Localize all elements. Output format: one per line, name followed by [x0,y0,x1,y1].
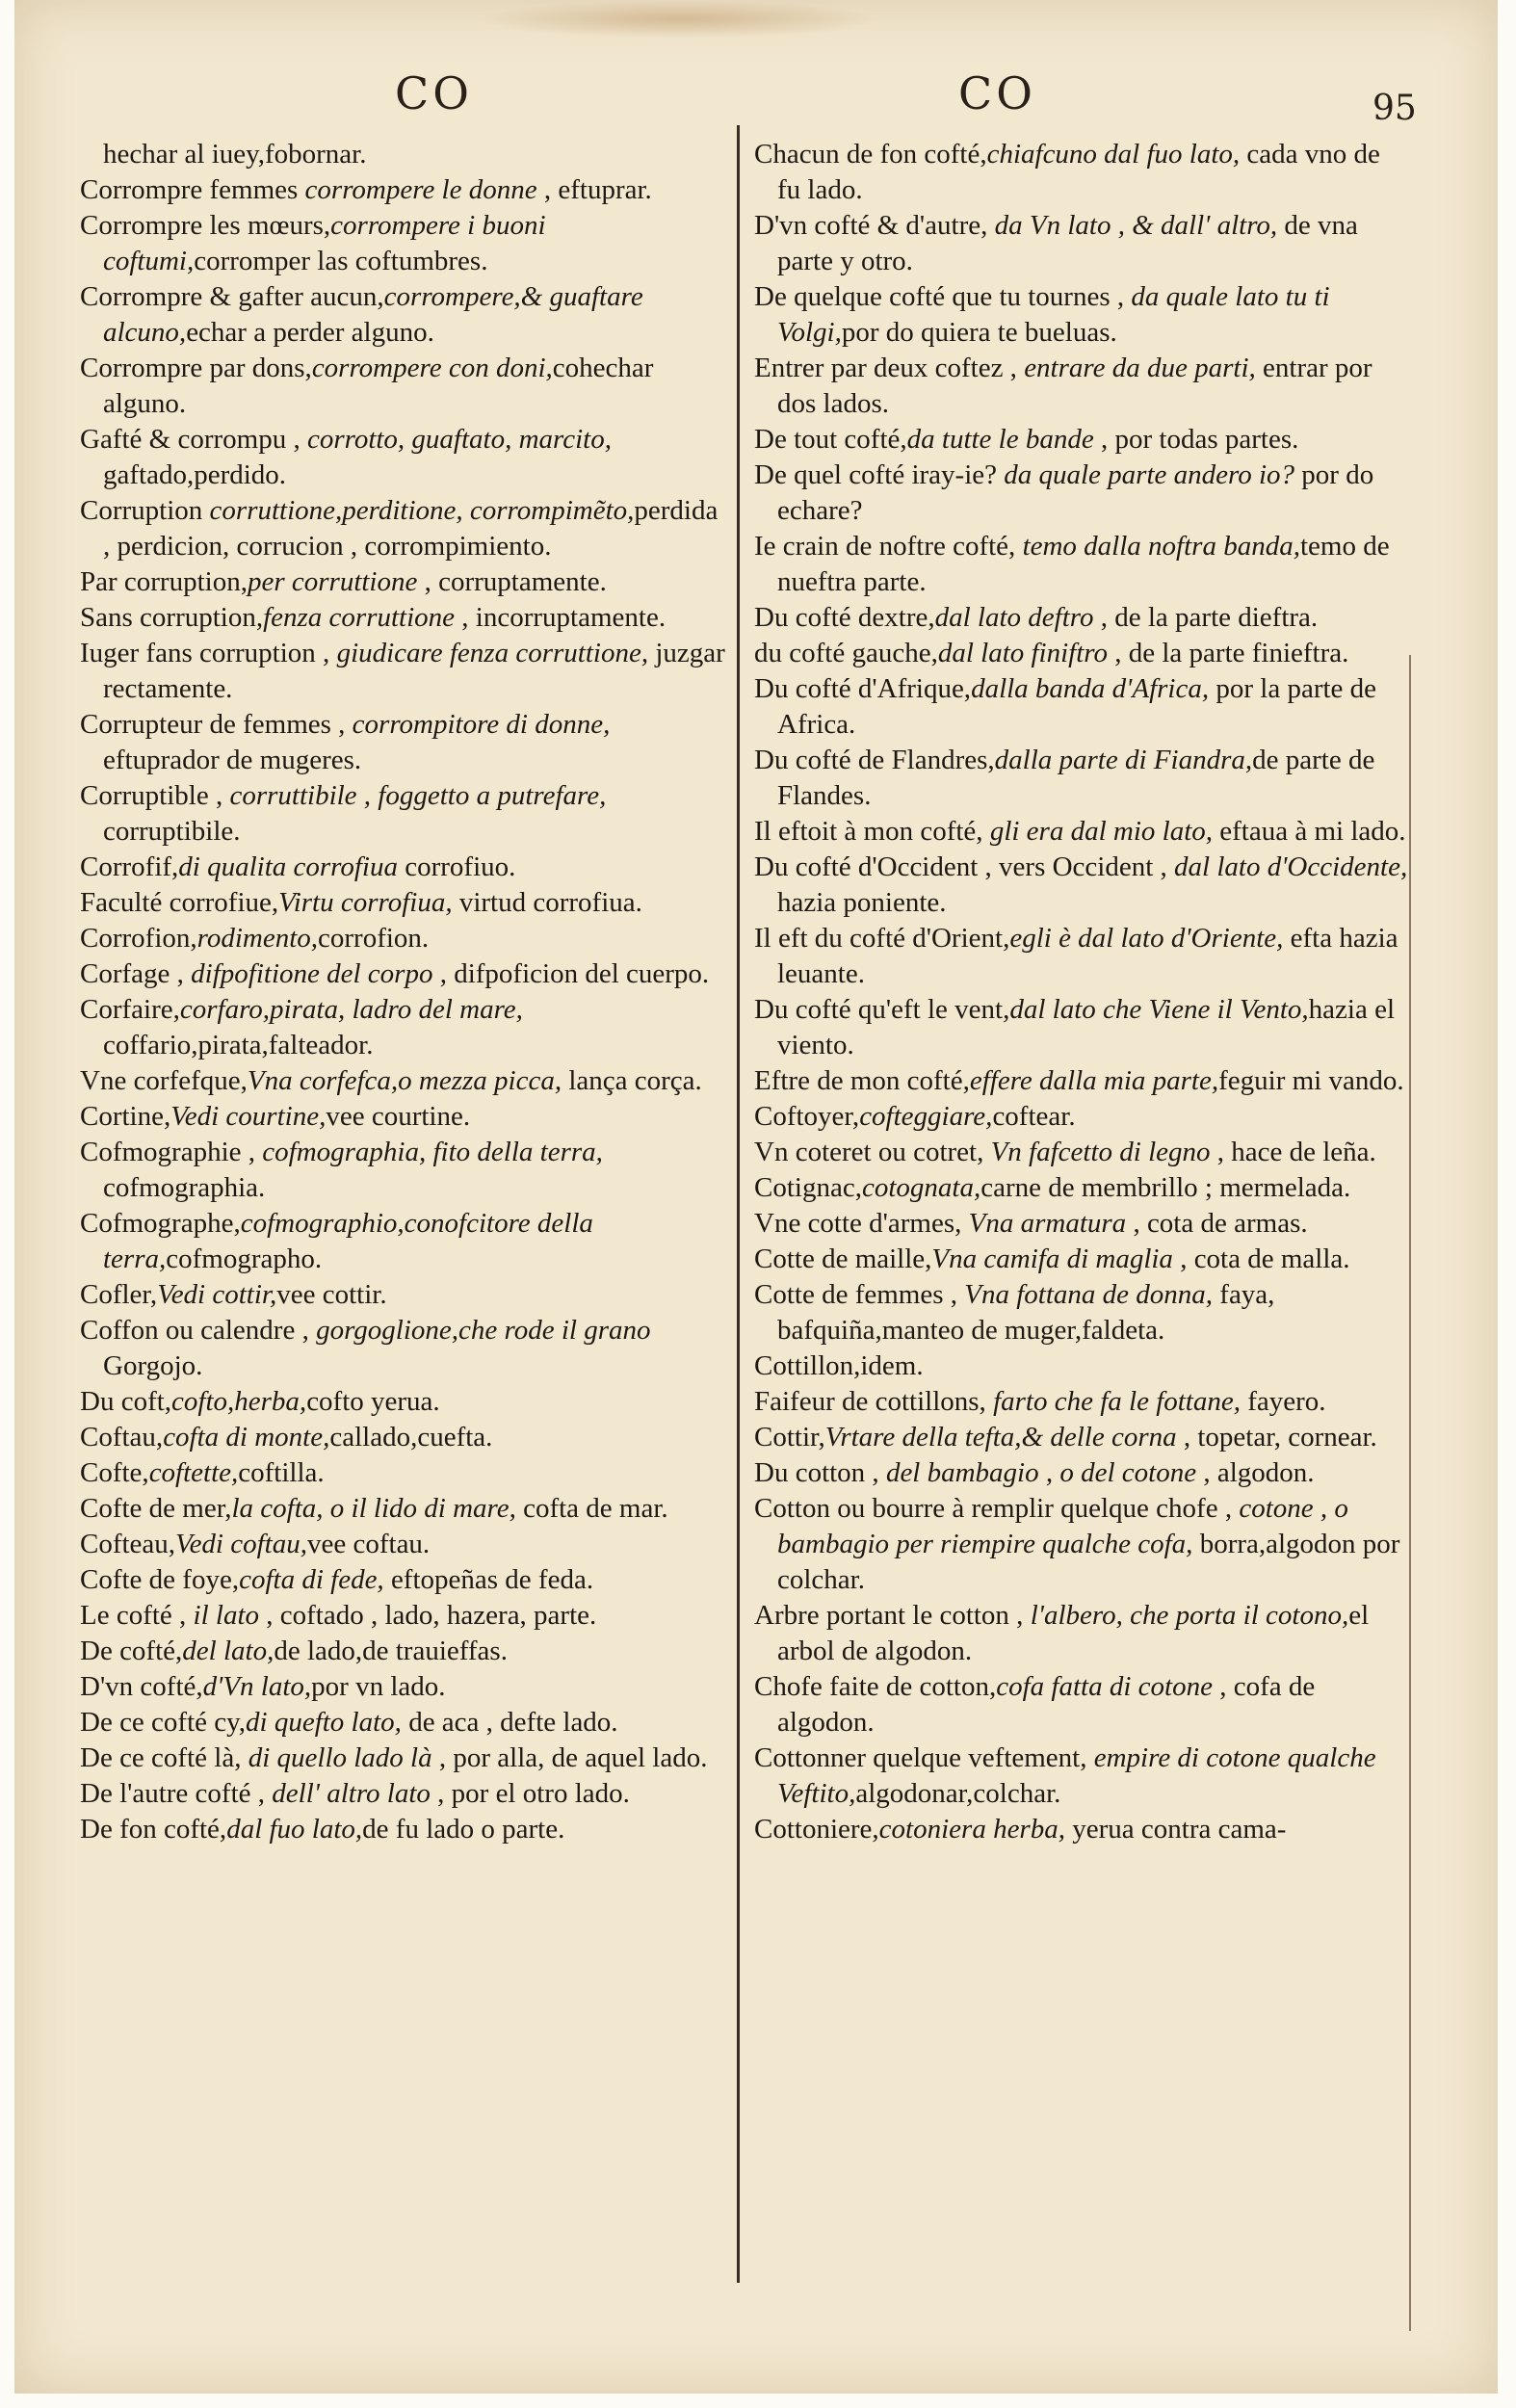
spanish-translation: , difpoficion del cuerpo. [432,958,710,989]
italian-translation: dal lato che Viene il Vento, [1009,994,1309,1025]
french-headword: Eftre de mon cofté, [754,1065,970,1096]
italian-translation: entrare da due parti, [1024,353,1256,383]
spanish-translation: vee cottir. [276,1279,387,1310]
dictionary-entry [80,493,725,564]
french-headword: hechar al iuey,fobornar. [103,139,367,170]
italian-translation: corrompere,& guaftare alcuno, [103,281,643,348]
italian-translation: da tutte le bande [906,424,1094,455]
french-headword: De quelque cofté que tu tournes , [754,281,1132,312]
italian-translation: gli era dal mio lato, [989,816,1214,847]
spanish-translation: , de la parte finieftra. [1108,638,1349,668]
spanish-translation: , corruptamente. [417,566,607,597]
spanish-translation: , por alla, de aquel lado. [431,1742,708,1773]
dictionary-entry [80,1562,725,1598]
french-headword: De ce cofté là, [80,1742,248,1773]
dictionary-entry [754,351,1409,422]
italian-translation: di qualita corrofiua [178,851,398,882]
italian-translation: del lato, [182,1636,274,1666]
french-headword: Ie crain de noftre cofté, [754,531,1023,562]
french-headword: Cortine, [80,1101,171,1132]
dictionary-entry [80,992,725,1063]
spanish-translation: yerua contra cama- [1064,1814,1287,1845]
french-headword: D'vn cofté, [80,1671,203,1702]
dictionary-entry [754,529,1409,600]
dictionary-entry [80,1776,725,1812]
dictionary-entry [80,850,725,885]
dictionary-entry [80,1313,725,1384]
french-headword: Iuger fans corruption , [80,638,337,668]
dictionary-entry [754,814,1409,850]
french-headword: Cottoniere, [754,1814,879,1845]
spanish-translation: corrofiuo. [398,851,516,882]
italian-translation: da quale lato tu ti Volgi, [777,281,1330,348]
french-headword: De l'autre cofté , [80,1778,273,1809]
spanish-translation: por la parte de Africa. [777,673,1377,740]
french-headword: Cofte de mer, [80,1493,232,1524]
dictionary-entry [754,1491,1409,1598]
french-headword: Gafté & corrompu , [80,424,307,455]
french-headword: Corruptible , [80,780,230,811]
french-headword: Cotton ou bourre à remplir quelque chofe , [754,1493,1240,1524]
spanish-translation: faya, bafquiña,manteo de muger,faldeta. [777,1279,1275,1346]
spanish-translation: gaftado,perdido. [103,459,287,490]
italian-translation: cofmographio,conofcitore della terra, [103,1208,593,1274]
spanish-translation: eftopeñas de feda. [383,1564,594,1595]
french-headword: Corrompre les mœurs, [80,210,331,241]
french-headword: Cofteau, [80,1529,176,1559]
spanish-translation: callado,cuefta. [329,1422,493,1453]
dictionary-entry [80,1206,725,1277]
dictionary-entry [80,778,725,850]
french-headword: De tout cofté, [754,424,907,455]
italian-translation: Virtu corrofiua, [278,887,453,918]
dictionary-entry [80,600,725,636]
dictionary-entry [754,279,1409,351]
french-headword: De cofté, [80,1636,183,1666]
spanish-translation: de vna parte y otro. [777,210,1358,276]
dictionary-entry [754,208,1409,279]
dictionary-entry [754,1741,1409,1812]
french-headword: Corfaire, [80,994,180,1025]
spanish-translation: por do quiera te bueluas. [841,317,1117,348]
spanish-translation: algodonar,colchar. [855,1778,1061,1809]
italian-translation: Vna fottana de donna, [964,1279,1214,1310]
spanish-translation: entrar por dos lados. [777,353,1372,419]
spanish-translation: de fu lado o parte. [362,1814,565,1845]
italian-translation: dal lato finiftro [937,638,1108,668]
french-headword: Il eft du cofté d'Orient, [754,923,1010,954]
french-headword: Par corruption, [80,566,248,597]
dictionary-entry [80,1669,725,1705]
italian-translation: di quefto lato, [246,1707,402,1738]
italian-translation: corrompere con doni, [311,353,553,383]
spanish-translation: , por todas partes. [1093,424,1299,455]
french-headword: Cottir, [754,1422,825,1453]
french-headword: Corrompre & gafter aucun, [80,281,384,312]
spanish-translation: vee courtine. [326,1101,471,1132]
french-headword: Cofte, [80,1457,149,1488]
french-headword: Faifeur de cottillons, [754,1386,994,1417]
dictionary-entry [80,636,725,707]
spanish-translation: hazia el viento. [777,994,1396,1060]
italian-translation: cotoniera herba, [878,1814,1065,1845]
dictionary-entry [754,636,1409,671]
french-headword: Chacun de fon cofté, [754,139,987,170]
spanish-translation: el arbol de algodon. [777,1600,1370,1666]
french-headword: Il eftoit à mon cofté, [754,816,990,847]
italian-translation: cofteggiare, [859,1101,993,1132]
french-headword: Entrer par deux coftez , [754,353,1025,383]
italian-translation: fenza corruttione [263,602,456,633]
french-headword: Le cofté , [80,1600,194,1631]
french-headword: Faculté corrofiue, [80,887,279,918]
french-headword: Coftoyer, [754,1101,860,1132]
spanish-translation: cohechar alguno. [103,353,654,419]
italian-translation: corfaro,pirata, ladro del mare, [179,994,523,1025]
italian-translation: cotone , o bambagio per riempire qualche cofa, [777,1493,1348,1559]
left-running-head: CO [395,67,473,119]
spanish-translation: , por el otro lado. [430,1778,630,1809]
french-headword: D'vn cofté & d'autre, [754,210,995,241]
spanish-translation: por vn lado. [311,1671,446,1702]
spanish-translation: , cofa de algodon. [777,1671,1316,1738]
french-headword: du cofté gauche, [754,638,938,668]
french-headword: De fon cofté, [80,1814,227,1845]
french-headword: Vne corfefque, [80,1065,248,1096]
dictionary-entry [754,743,1409,814]
dictionary-entry [80,921,725,956]
spanish-translation: coftilla. [238,1457,325,1488]
italian-translation: cofta di monte, [163,1422,330,1453]
spanish-translation: , topetar, cornear. [1176,1422,1377,1453]
italian-translation: Vrtare della tefta,& delle corna [824,1422,1177,1453]
spanish-translation: juzgar rectamente. [103,638,725,704]
dictionary-entry [80,208,725,279]
spanish-translation: cofmographo. [166,1243,323,1274]
italian-translation: difpofitione del corpo [191,958,433,989]
french-headword: Cottillon,idem. [754,1350,924,1381]
italian-translation: rodimento, [196,923,319,954]
french-headword: Corrompre femmes [80,174,305,205]
spanish-translation: carne de membrillo ; mermelada. [980,1172,1351,1203]
french-headword: Sans corruption, [80,602,264,633]
french-headword: Du cofté de Flandres, [754,745,995,775]
spanish-translation: corromper las coftumbres. [194,246,488,276]
french-headword: Coftau, [80,1422,164,1453]
italian-translation: di quello lado là [248,1742,432,1773]
dictionary-entry [80,956,725,992]
column-divider [737,125,740,2283]
dictionary-entry [754,600,1409,636]
spanish-translation: hazia poniente. [777,887,947,918]
dictionary-entry [80,1598,725,1634]
italian-translation: corrompere le donne [304,174,537,205]
spanish-translation: fayero. [1240,1386,1326,1417]
french-headword: Cofmographie , [80,1137,263,1167]
spanish-translation: corrofion. [318,923,430,954]
spanish-translation: , algodon. [1196,1457,1315,1488]
italian-translation: chiafcuno dal fuo lato, [986,139,1241,170]
spanish-translation: coftear. [992,1101,1076,1132]
dictionary-entry [754,921,1409,992]
dictionary-entry [754,671,1409,743]
spanish-translation: lança corça. [562,1065,702,1096]
dictionary-entry [80,885,725,921]
italian-translation: giudicare fenza corruttione, [336,638,649,668]
italian-translation: Vedi coftau, [175,1529,307,1559]
spanish-translation: de aca , defte lado. [401,1707,618,1738]
dictionary-entry [754,1598,1409,1669]
italian-translation: cofa fatta di cotone [996,1671,1213,1702]
dictionary-entry [754,1669,1409,1741]
italian-translation: il lato [193,1600,260,1631]
french-headword: Corrofif, [80,851,179,882]
french-headword: Vne cotte d'armes, [754,1208,969,1239]
spanish-translation: virtud corrofiua. [452,887,642,918]
italian-translation: del bambagio , o del cotone [885,1457,1197,1488]
french-headword: De quel cofté iray-ie? [754,459,1005,490]
dictionary-entry [80,1063,725,1099]
spanish-translation: de lado,de trauieffas. [274,1636,508,1666]
french-headword: Cofmographe, [80,1208,241,1239]
italian-translation: l'albero, che porta il cotono, [1030,1600,1349,1631]
french-headword: Du cofté d'Occident , vers Occident , [754,851,1175,882]
book-page [14,0,1498,2394]
dictionary-entry [80,1099,725,1135]
spanish-translation: , incorruptamente. [455,602,667,633]
italian-translation: corruttione,perditione, corrompimẽto, [209,495,635,526]
italian-translation: dalla parte di Fiandra, [994,745,1253,775]
french-headword: Cotignac, [754,1172,862,1203]
dictionary-entry [80,1455,725,1491]
italian-translation: effere dalla mia parte, [969,1065,1219,1096]
italian-translation: Vna armatura [968,1208,1127,1239]
dictionary-entry [80,137,725,172]
spanish-translation: cofta de mar. [515,1493,668,1524]
italian-translation: farto che fa le fottane, [993,1386,1241,1417]
dictionary-entry [80,1135,725,1206]
dictionary-entry [80,1277,725,1313]
dictionary-entry [754,1455,1409,1491]
italian-translation: Vedi cottir, [157,1279,277,1310]
italian-translation: corruttibile , foggetto a putrefare, [229,780,607,811]
french-headword: Du cofté qu'eft le vent, [754,994,1010,1025]
french-headword: Du cofté dextre, [754,602,935,633]
spanish-translation: por do echare? [777,459,1374,526]
italian-translation: dalla banda d'Africa, [971,673,1210,704]
spanish-translation: , hace de leña. [1210,1137,1376,1167]
dictionary-entry [754,1242,1409,1277]
dictionary-entry [80,1527,725,1562]
italian-translation: dal fuo lato, [226,1814,363,1845]
italian-translation: Vna corfefca,o mezza picca, [247,1065,562,1096]
dictionary-entry [80,1812,725,1847]
spanish-translation: , coftado , lado, hazera, parte. [259,1600,597,1631]
spanish-translation: , cota de armas. [1126,1208,1308,1239]
italian-translation: cofto,herba, [171,1386,307,1417]
french-headword: Du cofté d'Afrique, [754,673,972,704]
french-headword: Du cotton , [754,1457,886,1488]
italian-translation: corrotto, guaftato, marcito, [306,424,612,455]
italian-translation: la cofta, o il lido di mare, [231,1493,516,1524]
french-headword: Corrofion, [80,923,197,954]
right-running-head: CO [958,67,1036,119]
italian-translation: per corruttione [247,566,418,597]
dictionary-entry [80,707,725,778]
italian-translation: Vna camifa di maglia [931,1243,1173,1274]
dictionary-entry [80,279,725,351]
italian-translation: empire di cotone qualche Veftito, [777,1742,1376,1809]
italian-translation: corrompere i buoni coftumi, [103,210,546,276]
french-headword: Cotte de femmes , [754,1279,965,1310]
dictionary-entry [80,1384,725,1420]
spanish-translation: cada vno de fu lado. [777,139,1380,205]
french-headword: Vn coteret ou cotret, [754,1137,991,1167]
spanish-translation: efta hazia leuante. [777,923,1398,989]
french-headword: Corruption [80,495,210,526]
italian-translation: da Vn lato , & dall' altro, [994,210,1278,241]
dictionary-entry [80,351,725,422]
french-headword: Cofte de foye, [80,1564,240,1595]
dictionary-entry [754,458,1409,529]
spanish-translation: , cota de malla. [1172,1243,1350,1274]
spanish-translation: cofto yerua. [306,1386,440,1417]
french-headword: Coffon ou calendre , [80,1315,317,1346]
spanish-translation: eftaua à mi lado. [1213,816,1406,847]
italian-translation: cotognata, [861,1172,981,1203]
italian-translation: gorgoglione,che rode il grano [316,1315,651,1346]
french-headword: Corfage , [80,958,192,989]
dictionary-entry [754,850,1409,921]
spanish-translation: borra,algodon por colchar. [777,1529,1400,1595]
dictionary-entry [754,1812,1409,1847]
dictionary-entry [754,1063,1409,1099]
margin-line [1409,655,1411,2331]
dictionary-entry [754,1277,1409,1348]
spanish-translation: echar a perder alguno. [186,317,434,348]
italian-translation: corrompitore di donne, [352,709,611,740]
dictionary-entry [754,1170,1409,1206]
spanish-translation: , de la parte dieftra. [1093,602,1319,633]
italian-translation: coftette, [148,1457,239,1488]
dictionary-entry [80,422,725,493]
dictionary-entry [754,1420,1409,1455]
spanish-translation: perdida , perdicion, corrucion , corrompimiento. [103,495,719,562]
dictionary-entry [754,137,1409,208]
dictionary-entry [80,564,725,600]
spanish-translation: coffario,pirata,falteador. [103,1030,374,1060]
french-headword: De ce cofté cy, [80,1707,247,1738]
spanish-translation: corruptibile. [103,816,241,847]
italian-translation: dal lato deftro [934,602,1094,633]
italian-translation: temo dalla noftra banda, [1022,531,1300,562]
spanish-translation: feguir mi vando. [1218,1065,1404,1096]
dictionary-entry [754,1206,1409,1242]
italian-translation: dell' altro lato [272,1778,431,1809]
spanish-translation: cofmographia. [103,1172,266,1203]
dictionary-entry [754,1384,1409,1420]
dictionary-entry [754,1135,1409,1170]
dictionary-entry [754,992,1409,1063]
left-column [80,137,725,1847]
italian-translation: Vn fafcetto di legno [990,1137,1211,1167]
italian-translation: dal lato d'Occidente, [1174,851,1408,882]
spanish-translation: vee coftau. [306,1529,431,1559]
page-number: 95 [1372,89,1417,128]
paper-stain [477,0,881,39]
french-headword: Corrupteur de femmes , [80,709,353,740]
french-headword: Chofe faite de cotton, [754,1671,997,1702]
dictionary-entry [80,1634,725,1669]
italian-translation: cofta di fede, [239,1564,384,1595]
dictionary-entry [754,1099,1409,1135]
spanish-translation: temo de nueftra parte. [777,531,1390,597]
dictionary-entry [80,1705,725,1741]
spanish-translation: eftuprador de mugeres. [103,745,362,775]
italian-translation: da quale parte andero io? [1004,459,1295,490]
dictionary-entry [80,1420,725,1455]
french-headword: Corrompre par dons, [80,353,312,383]
spanish-translation: Gorgojo. [103,1350,203,1381]
spanish-translation: de parte de Flandes. [777,745,1375,811]
dictionary-entry [754,1348,1409,1384]
french-headword: Arbre portant le cotton , [754,1600,1031,1631]
french-headword: Cotte de maille, [754,1243,932,1274]
dictionary-entry [80,1741,725,1776]
french-headword: Du coft, [80,1386,172,1417]
spanish-translation: , eftuprar. [536,174,652,205]
italian-translation: d'Vn lato, [202,1671,312,1702]
right-column [754,137,1409,1847]
italian-translation: cofmographia, fito della terra, [262,1137,603,1167]
dictionary-entry [80,1491,725,1527]
dictionary-entry [754,422,1409,458]
french-headword: Cofler, [80,1279,158,1310]
italian-translation: Vedi courtine, [170,1101,327,1132]
french-headword: Cottonner quelque veftement, [754,1742,1094,1773]
italian-translation: egli è dal lato d'Oriente, [1009,923,1284,954]
dictionary-entry [80,172,725,208]
